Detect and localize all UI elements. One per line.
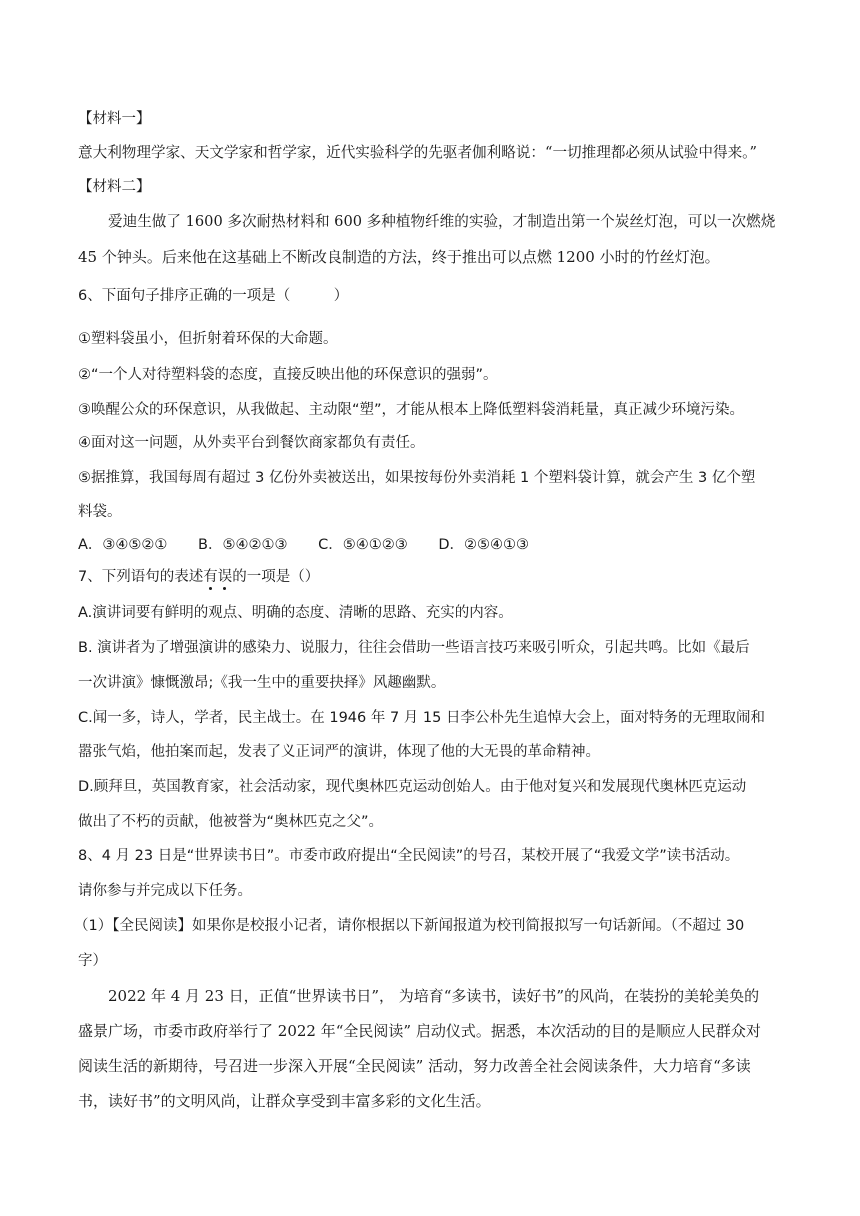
q7-emphasis-char: 误 — [217, 569, 233, 585]
q6-sentence: ③唤醒公众的环保意识，从我做起、主动限“塑”，才能从根本上降低塑料袋消耗量，真正减少环境污染。 — [78, 402, 745, 418]
q7-line: B. 演讲者为了增强演讲的感染力、说服力，往往会借助一些语言技巧来吸引听众，引起共鸣。比如《最后 — [78, 640, 750, 656]
news-paragraph-line: 盛景广场，市委市政府举行了 2022 年“全民阅读” 启动仪式。据悉，本次活动的目的是顺应人民群众对 — [78, 1022, 761, 1040]
q7-line: 嚣张气焰，他拍案而起，发表了义正词严的演讲，体现了他的大无畏的革命精神。 — [78, 744, 600, 760]
q6-option-b[interactable]: B．⑤④②①③ — [198, 537, 288, 553]
q7-stem-after: 的一项是（） — [232, 569, 320, 585]
q7-emphasis-char: 有 — [203, 569, 218, 585]
q8-subquestion-1: 字） — [78, 953, 107, 969]
news-paragraph-line: 2022 年 4 月 23 日，正值“世界读书日”， 为培育“多读书，读好书”的风尚，在装扮的美轮美奂的 — [108, 987, 760, 1005]
material-1-text: 意大利物理学家、天文学家和哲学家，近代实验科学的先驱者伽利略说：“一切推理都必须从试验中得来。” — [78, 144, 757, 161]
q6-sentence: 料袋。 — [78, 504, 122, 520]
q7-line: A.演讲词要有鲜明的观点、明确的态度、清晰的思路、充实的内容。 — [78, 605, 513, 621]
q6-option-a[interactable]: A．③④⑤②① — [78, 537, 168, 553]
q7-stem-before: 7、下列语句的表述 — [78, 569, 204, 585]
q6-sentence: ①塑料袋虽小，但折射着环保的大命题。 — [78, 331, 338, 347]
question-6-stem: 6、下面句子排序正确的一项是（ ） — [78, 288, 349, 304]
question-8-stem: 8、4 月 23 日是“世界读书日”。市委市政府提出“全民阅读”的号召，某校开展了“我爱文学”读书活动。 — [78, 848, 740, 864]
question-7-stem — [78, 566, 319, 588]
q7-line: C.闻一多，诗人，学者，民主战士。在 1946 年 7 月 15 日李公朴先生追悼大会上，面对特务的无理取闹和 — [78, 710, 765, 726]
q6-option-d[interactable]: D．②⑤④①③ — [438, 537, 529, 553]
material-2-line: 45 个钟头。后来他在这基础上不断改良制造的方法，终于推出可以点燃 1200 小时的竹丝灯泡。 — [78, 248, 720, 266]
q6-sentence: ②“一个人对待塑料袋的态度，直接反映出他的环保意识的强弱”。 — [78, 367, 498, 383]
q7-line: D.顾拜旦，英国教育家，社会活动家，现代奥林匹克运动创始人。由于他对复兴和发展现代奥林匹克运动 — [78, 779, 747, 795]
material-2-line: 爱迪生做了 1600 多次耐热材料和 600 多种植物纤维的实验，才制造出第一个炭丝灯泡，可以一次燃烧 — [108, 213, 776, 230]
news-paragraph-line: 阅读生活的新期待，号召进一步深入开展“全民阅读” 活动，努力改善全社会阅读条件，大力培育“多读 — [78, 1057, 751, 1075]
news-paragraph-line: 书，读好书”的文明风尚，让群众享受到丰富多彩的文化生活。 — [78, 1092, 491, 1110]
q7-line: 做出了不朽的贡献，他被誉为“奥林匹克之父”。 — [78, 814, 384, 830]
q7-line: 一次讲演》慷慨激昂;《我一生中的重要抉择》风趣幽默。 — [78, 675, 446, 691]
q8-subquestion-1: （1）【全民阅读】如果你是校报小记者，请你根据以下新闻报道为校刊简报拟写一句话新闻。（不超过 30 — [74, 918, 745, 934]
material-2-heading: 【材料二】 — [78, 179, 151, 195]
question-8-stem: 请你参与并完成以下任务。 — [78, 883, 252, 899]
q6-sentence: ④面对这一问题，从外卖平台到餐饮商家都负有责任。 — [78, 435, 425, 451]
q6-sentence: ⑤据推算，我国每周有超过 3 亿份外卖被送出，如果按每份外卖消耗 1 个塑料袋计算，就会产生 3 亿个塑 — [78, 470, 756, 486]
q6-options — [78, 534, 555, 556]
q6-option-c[interactable]: C．⑤④①②③ — [318, 537, 408, 553]
material-1-heading: 【材料一】 — [78, 111, 151, 127]
